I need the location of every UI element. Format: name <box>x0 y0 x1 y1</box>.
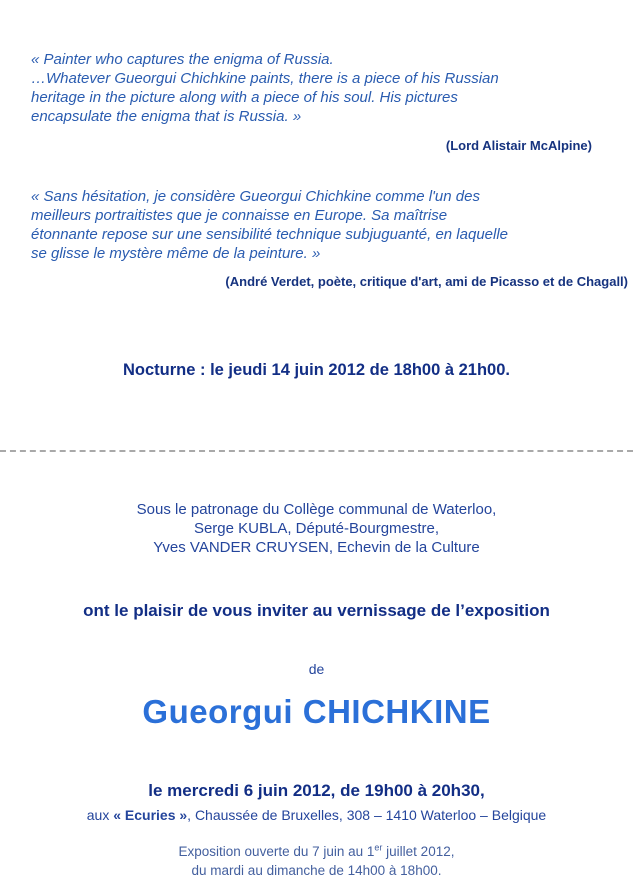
quote-french-line: meilleurs portraitistes que je connaisse en Europe. Sa maîtrise <box>31 207 448 224</box>
quote-english-line: …Whatever Gueorgui Chichkine paints, there is a piece of his Russian <box>31 70 499 87</box>
patronage-block <box>0 500 633 557</box>
exhibition-dates-text: Exposition ouverte du 7 juin au 1 <box>178 844 375 859</box>
exhibition-dates-line <box>0 842 633 861</box>
quote-french-attribution: (André Verdet, poète, critique d'art, ami de Picasso et de Chagall) <box>225 274 628 289</box>
quote-french-line: « Sans hésitation, je considère Gueorgui Chichkine comme l'un des <box>31 188 480 205</box>
quote-english-attribution: (Lord Alistair McAlpine) <box>445 138 592 153</box>
quote-english-line: encapsulate the enigma that is Russia. » <box>31 108 302 125</box>
invitation-de-word: de <box>308 661 325 677</box>
quote-french-line: étonnante repose sur une sensibilité technique subjuguanté, en laquelle <box>31 226 509 243</box>
quote-english <box>31 0 603 126</box>
venue-name: « Ecuries » <box>113 807 188 823</box>
exhibition-dates-text: juillet 2012, <box>382 844 455 859</box>
venue-rest: , Chaussée de Bruxelles, 308 – 1410 Waterloo – Belgique <box>187 807 547 823</box>
artist-name-title: Gueorgui CHICHKINE <box>142 693 491 730</box>
exhibition-hours-line: du mardi au dimanche de 14h00 à 18h00. <box>191 863 442 878</box>
patronage-line: Sous le patronage du Collège communal de Waterloo, <box>136 501 497 518</box>
event-datetime: le mercredi 6 juin 2012, de 19h00 à 20h30, <box>148 781 485 800</box>
quote-english-line: « Painter who captures the enigma of Russia. <box>31 51 334 68</box>
quote-french-line: se glisse le mystère même de la peinture. » <box>31 245 321 262</box>
patronage-line: Serge KUBLA, Député-Bourgmestre, <box>193 520 440 537</box>
ordinal-superscript: er <box>374 842 383 853</box>
patronage-line: Yves VANDER CRUYSEN, Echevin de la Culture <box>153 539 480 556</box>
dashed-cut-line <box>0 450 633 452</box>
quote-english-line: heritage in the picture along with a piece of his soul. His pictures <box>31 89 458 106</box>
invitation-lead: ont le plaisir de vous inviter au vernissage de l’exposition <box>83 601 550 620</box>
exhibition-opening-block <box>0 842 633 880</box>
nocturne-line: Nocturne : le jeudi 14 juin 2012 de 18h00 à 21h00. <box>123 361 510 379</box>
venue-line <box>0 807 633 823</box>
quote-french <box>31 187 603 263</box>
venue-prefix: aux <box>86 807 114 823</box>
